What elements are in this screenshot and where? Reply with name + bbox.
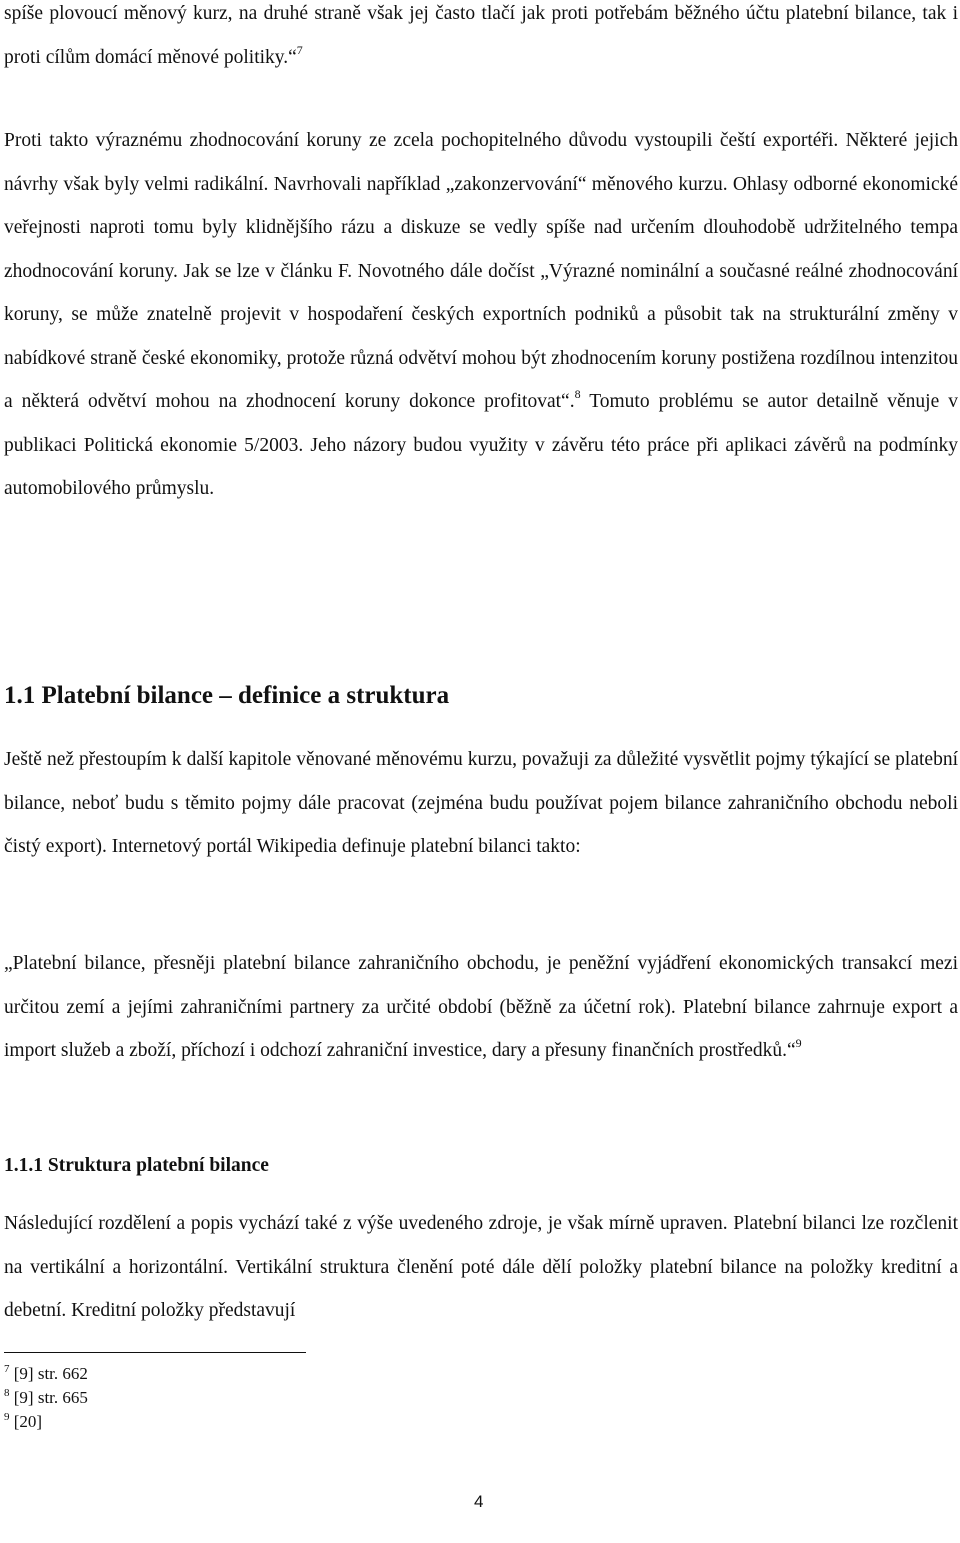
section-heading-1-1: 1.1 Platební bilance – definice a struktura (4, 682, 450, 709)
paragraph-exporters: Proti takto výraznému zhodnocování koruny ze zcela pochopitelného důvodu vystoupili čeští exportéři. Některé jejich návrhy však byly velmi radikální. Navrhovali například „zakonzervování“ měnového kurzu. Ohlasy odborné ekonomické veřejnosti naproti tomu byly klidnějšího rázu a diskuze se vedly spíše nad určením dlouhodobě udržitelného tempa zhodnocování koruny. Jak se lze v článku F. Novotného dále dočíst „Výrazné nominální a současné reálné zhodnocování koruny, se může znatelně projevit v hospodaření českých exportních podniků a působit tak na strukturální změny v nabídkové straně české ekonomiky, protože různá odvětví mohou být zhodnocením koruny postižena rozdílnou intenzitou a některá odvětví mohou na zhodnocení koruny dokonce profitovat“.$^8$ Tomuto problému se autor detailně věnuje v publikaci Politická ekonomie 5/2003. Jeho názory budou využity v závěru této práce při aplikaci závěrů na podmínky automobilového průmyslu. (4, 130, 958, 499)
footnote-ref[interactable]: 9 (795, 1036, 802, 1050)
page-number: 4 (474, 1492, 484, 1511)
footnote-separator (4, 1352, 306, 1353)
footnote: $^9$ [20] (4, 1411, 43, 1431)
footnote: $^7$ [9] str. 662 (4, 1363, 88, 1383)
paragraph-structure: Následující rozdělení a popis vychází také z výše uvedeného zdroje, je však mírně upraven. Platební bilanci lze rozčlenit na vertikální a horizontální. Vertikální struktura členění poté dále dělí položky platební bilance na položky kreditní a debetní. Kreditní položky představují (4, 1213, 958, 1321)
footnote-ref[interactable]: 8 (574, 387, 581, 401)
paragraph-intro-balance: Ještě než přestoupím k další kapitole věnované měnovému kurzu, považuji za důležité vysvětlit pojmy týkající se platební bilance, neboť budu s těmito pojmy dále pracovat (zejména budu používat pojem bilance zahraničního obchodu neboli čistý export). Internetový portál Wikipedia definuje platební bilanci takto: (4, 749, 958, 857)
footnote-ref[interactable]: 7 (296, 42, 303, 57)
footnote: $^8$ [9] str. 665 (4, 1387, 88, 1407)
paragraph-continued: spíše plovoucí měnový kurz, na druhé straně však jej často tlačí jak proti potřebám běžného účtu platební bilance, tak i proti cílům domácí měnové politiky.“$^7$ (4, 3, 958, 68)
section-heading-1-1-1: 1.1.1 Struktura platební bilance (4, 1155, 269, 1176)
quote-definition: „Platební bilance, přesněji platební bilance zahraničního obchodu, je peněžní vyjádření ekonomických transakcí mezi určitou zemí a jejími zahraničními partnery za určité období (běžně za účetní rok). Platební bilance zahrnuje export a import služeb a zboží, příchozí i odchozí zahraniční investice, dary a přesuny finančních prostředků.“$^9$ (4, 953, 958, 1061)
